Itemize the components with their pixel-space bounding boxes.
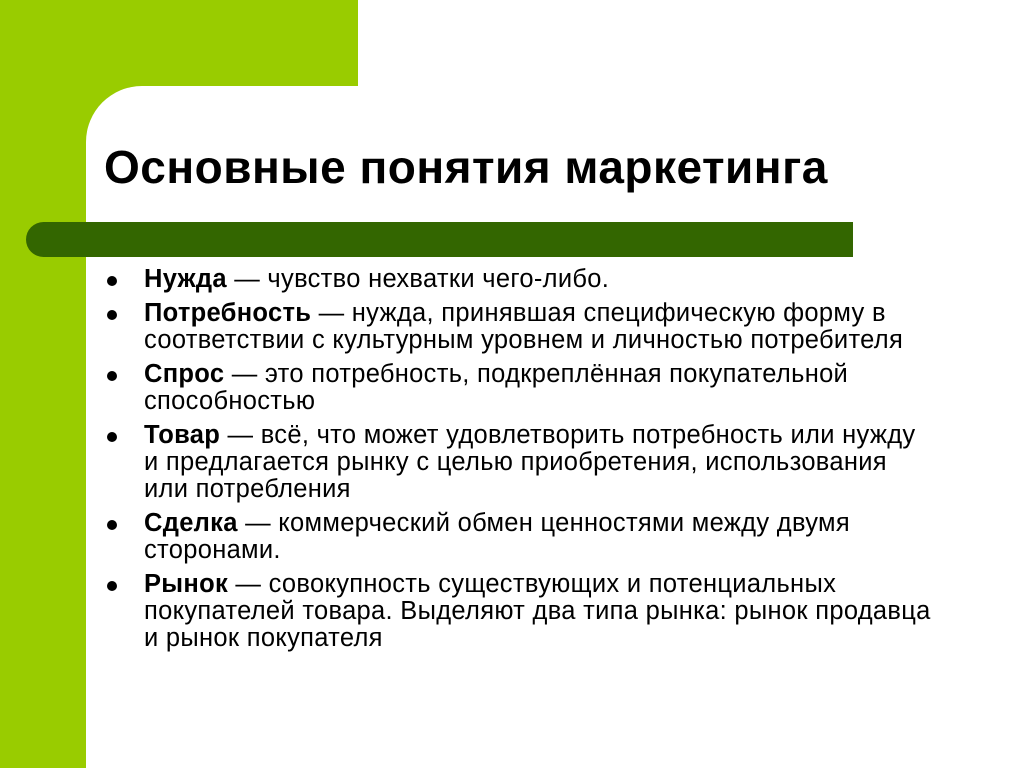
bullet-dot-icon bbox=[107, 310, 117, 320]
definition-text: — нужда, принявшая специфическую форму в соответствии с культурным уровнем и личностью потребителя bbox=[144, 299, 904, 354]
term-label: Рынок bbox=[144, 570, 229, 598]
definition-text: — это потребность, подкреплённая покупательной способностью bbox=[144, 360, 849, 415]
definition-text: — совокупность существующих и потенциальных покупателей товара. Выделяют два типа рынка: рынок продавца и рынок покупателя bbox=[144, 570, 931, 652]
term-label: Потребность bbox=[144, 299, 312, 327]
bullet-dot-icon bbox=[107, 371, 117, 381]
definition-text: — всё, что может удовлетворить потребность или нужду и предлагается рынку с целью приобретения, использования или потребления bbox=[144, 421, 916, 503]
slide-title: Основные понятия маркетинга bbox=[104, 141, 828, 193]
header-background bbox=[358, 0, 1024, 86]
bullet-dot-icon bbox=[107, 276, 117, 286]
list-item bbox=[104, 510, 934, 564]
title-underline-bar bbox=[26, 222, 853, 257]
list-item bbox=[104, 422, 934, 503]
term-label: Товар bbox=[144, 421, 221, 449]
list-item bbox=[104, 361, 934, 415]
definition-text: — коммерческий обмен ценностями между двумя сторонами. bbox=[144, 509, 850, 564]
bullet-dot-icon bbox=[107, 432, 117, 442]
term-label: Спрос bbox=[144, 360, 225, 388]
definition-text: — чувство нехватки чего-либо. bbox=[226, 265, 610, 293]
list-item bbox=[104, 571, 934, 652]
term-label: Нужда bbox=[144, 265, 227, 293]
definitions-list bbox=[104, 266, 934, 659]
term-label: Сделка bbox=[144, 509, 238, 537]
bullet-dot-icon bbox=[107, 520, 117, 530]
bullet-dot-icon bbox=[107, 581, 117, 591]
list-item bbox=[104, 300, 934, 354]
list-item bbox=[104, 266, 934, 293]
